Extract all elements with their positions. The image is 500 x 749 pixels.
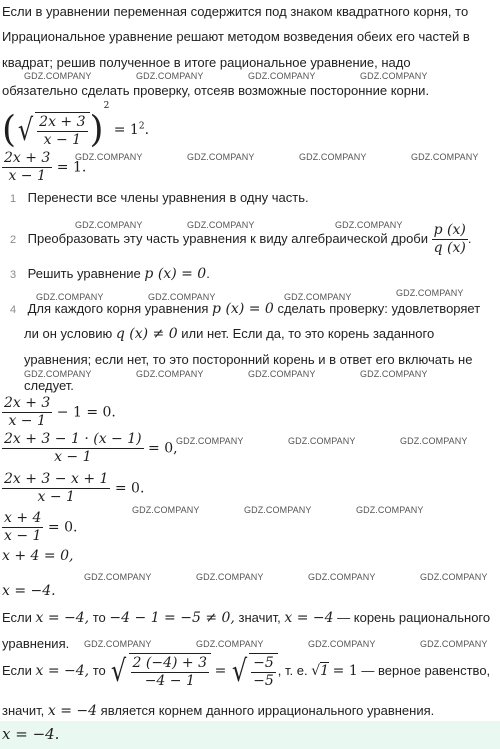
sqrt-check-1: √ $\frac{2 (-4) + 3}{-4 - 1}$ (109, 653, 211, 690)
check-irrational-line-1 (2, 653, 498, 690)
watermark: GDZ.COMPANY (308, 639, 376, 649)
check-math: = 1 (332, 662, 358, 679)
solve-eq-3-rest: = 0. (114, 480, 145, 497)
answer-box (0, 721, 500, 749)
check-text: то (92, 610, 106, 625)
watermark: GDZ.COMPANY (24, 369, 92, 379)
step-math: q (x) ≠ 0 (115, 326, 178, 342)
sqrt-check-1-denominator: −4 − 1 (131, 672, 209, 690)
eq2-rhs: = 1. (56, 159, 87, 176)
step-4-line-3: уравнения; если нет, то это посторонний корень и в ответ его включать не (24, 352, 473, 367)
pq-numerator: p (x) (433, 222, 466, 238)
check-irrational-line-2 (2, 699, 498, 723)
step-text: или нет. Если да, то это корень заданного (181, 326, 435, 341)
step-text: Перенести все члены уравнения в одну часть. (27, 190, 309, 205)
sqrt-sign: √ $\frac{2x + 3}{x - 1}$ (16, 112, 89, 149)
step-text: ли он условию (24, 326, 113, 341)
step-text: сделать проверку: удовлетворяет (277, 301, 481, 316)
step-4-line-2 (24, 322, 498, 346)
check-math: x = −4, (35, 662, 90, 679)
check-text: то (92, 662, 106, 678)
watermark: GDZ.COMPANY (308, 572, 376, 582)
watermark: GDZ.COMPANY (288, 436, 356, 446)
check-rational-line-2: уравнения. (2, 636, 70, 651)
intro-line-3: квадрат; решив полученное в итоге рациональное уравнение, надо (2, 55, 411, 70)
solve-eq-1-denominator: x − 1 (2, 412, 52, 430)
check-text: является корнем данного иррационального уравнения. (100, 703, 435, 718)
solve-eq-1 (2, 395, 498, 430)
sqrt-one: √1 (311, 662, 330, 679)
step-text: Для каждого корня уравнения (27, 301, 209, 316)
intro-line-2: Иррациональное уравнение решают методом возведения обеих его частей в (2, 29, 470, 44)
watermark: GDZ.COMPANY (132, 505, 200, 515)
watermark: GDZ.COMPANY (400, 436, 468, 446)
right-paren: ) (89, 109, 104, 151)
watermark: GDZ.COMPANY (24, 71, 92, 81)
watermark: GDZ.COMPANY (36, 292, 104, 302)
solve-eq-6: x = −4. (2, 583, 56, 599)
sqrt-check-2: √ $\frac{-5}{-5}$ (230, 653, 278, 690)
solve-eq-4 (2, 510, 498, 545)
step-end: . (206, 266, 210, 281)
solve-eq-4-rest: = 0. (47, 519, 78, 536)
watermark: GDZ.COMPANY (84, 639, 152, 649)
watermark: GDZ.COMPANY (136, 369, 204, 379)
solve-eq-3 (2, 471, 498, 506)
check-text: значит, (238, 610, 281, 625)
check-text: Если (2, 610, 32, 625)
check-text: Если (2, 662, 32, 678)
watermark: GDZ.COMPANY (187, 152, 255, 162)
check-text: значит, (2, 703, 45, 718)
watermark: GDZ.COMPANY (360, 369, 428, 379)
sqrt-check-2-denominator: −5 (253, 673, 274, 689)
solve-eq-4-denominator: x − 1 (4, 528, 42, 544)
eq1-numerator: 2x + 3 (39, 113, 86, 130)
watermark: GDZ.COMPANY (244, 505, 312, 515)
watermark: GDZ.COMPANY (284, 292, 352, 302)
answer-value: x = −4. (2, 725, 60, 743)
watermark: GDZ.COMPANY (75, 152, 143, 162)
sqrt-one-radicand: 1 (320, 662, 330, 679)
watermark: GDZ.COMPANY (396, 288, 464, 298)
equals-sign: = (214, 662, 227, 679)
watermark: GDZ.COMPANY (176, 436, 244, 446)
solve-eq-1-numerator: 2x + 3 (4, 395, 51, 411)
check-math: x = −4, (35, 610, 90, 626)
watermark: GDZ.COMPANY (84, 572, 152, 582)
watermark: GDZ.COMPANY (299, 152, 367, 162)
eq1-rhs-exp: 2 (138, 121, 145, 132)
watermark: GDZ.COMPANY (420, 572, 488, 582)
intro-line-4: обязательно сделать проверку, отсеяв возможные посторонние корни. (2, 83, 430, 98)
watermark: GDZ.COMPANY (75, 220, 143, 230)
watermark: GDZ.COMPANY (411, 152, 479, 162)
watermark: GDZ.COMPANY (196, 639, 264, 649)
solve-eq-2-numerator: 2x + 3 − 1 · (x − 1) (4, 431, 142, 447)
step-3 (2, 262, 498, 287)
step-number: 3 (9, 269, 17, 281)
step-text: Решить уравнение (27, 266, 141, 281)
step-number: 4 (9, 304, 17, 316)
step-text: Преобразовать эту часть уравнения к виду алгебраической дроби (27, 230, 429, 246)
watermark: GDZ.COMPANY (420, 639, 488, 649)
watermark: GDZ.COMPANY (187, 220, 255, 230)
solve-eq-4-numerator: x + 4 (4, 510, 42, 526)
watermark: GDZ.COMPANY (196, 572, 264, 582)
check-text: , т. е. (277, 662, 308, 678)
solve-eq-2-denominator: x − 1 (2, 448, 144, 466)
check-math: x = −4 (284, 610, 334, 626)
solve-eq-5: x + 4 = 0, (2, 548, 74, 564)
sqrt-check-1-numerator: 2 (−4) + 3 (132, 655, 208, 671)
step-math: p (x) = 0 (212, 301, 274, 317)
solve-eq-2-rest: = 0, (148, 440, 178, 457)
step-1 (2, 186, 498, 211)
solve-eq-1-rest: − 1 = 0. (56, 404, 116, 421)
check-math: x = −4 (47, 703, 98, 719)
solve-eq-3-numerator: 2x + 3 − x + 1 (4, 471, 109, 487)
watermark: GDZ.COMPANY (136, 71, 204, 81)
check-rational-line-1 (2, 606, 498, 630)
watermark: GDZ.COMPANY (248, 369, 316, 379)
eq1-denominator: x − 1 (37, 131, 87, 149)
equation-squared (2, 101, 498, 151)
watermark: GDZ.COMPANY (356, 505, 424, 515)
step-4-line-4: следует. (24, 378, 74, 393)
step-math: p (x) = 0 (144, 266, 207, 282)
sqrt-check-2-numerator: −5 (253, 655, 274, 671)
watermark: GDZ.COMPANY (148, 292, 216, 302)
watermark: GDZ.COMPANY (360, 71, 428, 81)
check-text: — корень рационального (337, 610, 491, 625)
eq2-numerator: 2x + 3 (4, 150, 51, 166)
step-end: . (467, 230, 472, 246)
watermark: GDZ.COMPANY (248, 71, 316, 81)
eq2-denominator: x − 1 (2, 167, 52, 185)
watermark: GDZ.COMPANY (335, 220, 403, 230)
left-paren: ( (2, 109, 17, 151)
pq-denominator: q (x) (433, 240, 466, 256)
intro-line-1: Если в уравнении переменная содержится под знаком квадратного корня, то (2, 4, 469, 19)
eq1-end: . (144, 122, 150, 138)
step-number: 2 (9, 233, 17, 246)
step-number: 1 (9, 193, 17, 205)
solve-eq-3-denominator: x − 1 (2, 488, 110, 506)
eq1-exponent: 2 (103, 101, 110, 111)
eq1-rhs: = 1 (113, 122, 139, 138)
check-text: — верное равенство, (361, 662, 491, 678)
check-math: −4 − 1 = −5 ≠ 0, (109, 610, 235, 626)
